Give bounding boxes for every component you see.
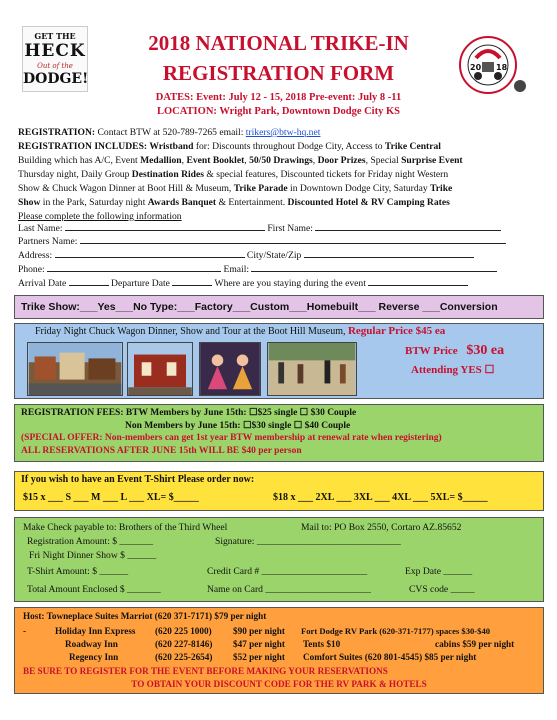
inc-text: Destination Rides [131,169,205,180]
payment-box [14,517,544,602]
comfort-suites: Comfort Suites (620 801-4545) $85 per night [303,652,477,662]
address-row [18,249,474,262]
hotel-name: Holiday Inn Express [55,626,136,636]
exp-date-field[interactable]: Exp Date ______ [405,566,473,577]
partners-name-field[interactable] [80,235,506,244]
inc-text: Medallion [140,155,182,166]
inc-text: Wristband [147,141,194,152]
staying-field[interactable] [368,277,468,286]
logo-line: HECK [24,41,86,61]
hotel-price: $90 per night [233,626,285,636]
btw-price-label: BTW Price [405,345,458,357]
name-on-card-field[interactable]: Name on Card ______________________ [207,584,371,595]
city-state-zip-label: City/State/Zip [246,250,302,261]
inc-text: Building which has A/C, Event [18,155,141,166]
phone-row [18,263,497,276]
inc-text: in the Park, Saturday night [40,197,148,208]
make-check-text: Make Check payable to: Brothers of the Third Wheel [23,522,228,533]
photo-gunfight-image [267,342,357,396]
hotel-price: $47 per night [233,639,285,649]
dinner-show-amount-field[interactable]: Fri Night Dinner Show $ ______ [29,550,157,561]
rv-cabins: cabins $59 per night [435,639,515,649]
hotel-phone: (620 225 1000) [155,626,212,636]
arrival-date-field[interactable] [69,277,109,286]
header [0,0,557,124]
staying-label: Where are you staying during the event [214,278,366,289]
inc-text: Awards Banquet [147,197,217,208]
contact-line [18,126,543,140]
inc-text: in Downtown Dodge City, Saturday [287,183,431,194]
arrival-date-label: Arrival Date [18,278,67,289]
inc-text: Trike Parade [233,183,288,194]
reservation-warning-2: TO OBTAIN YOUR DISCOUNT CODE FOR THE RV PARK & HOTELS [131,679,427,689]
tshirt-order-box [14,471,544,511]
dinner-title: Friday Night Chuck Wagon Dinner, Show and Tour at the Boot Hill Museum, [35,326,348,337]
inc-text: Event Booklet [186,155,245,166]
departure-date-label: Departure Date [111,278,170,289]
photo-show-dancers-image [199,342,261,396]
trike-show-options[interactable]: Trike Show:___Yes___No Type:___Factory___Custom___Homebuilt___ Reverse ___Conversion [21,301,498,313]
logo-year-right: 18 [496,63,508,72]
photo-front-street-image [27,342,123,396]
inc-text: , Special [365,155,402,166]
fees-nonmembers[interactable]: Non Members by June 15th: ☐$30 single ☐ $40 Couple [125,420,351,431]
tshirt-plus-sizes[interactable]: $18 x ___ 2XL ___ 3XL ___ 4XL ___ 5XL= $_____ [273,492,488,503]
dinner-title-row [35,325,445,339]
inc-text: , [244,155,250,166]
partners-name-label: Partners Name: [18,236,78,247]
hotel-name: Regency Inn [69,652,119,662]
host-hotel: Host: Towneplace Suites Marriot (620 371-7171) $79 per night [23,611,267,621]
event-dates: DATES: Event: July 12 - 15, 2018 Pre-event: July 8 -11 [155,92,402,103]
rv-park: Fort Dodge RV Park (620-371-7177) spaces $30-$40 [301,626,491,636]
email-link[interactable]: trikers@btw-hq.net [245,127,321,138]
inc-text: & Entertainment. [216,197,288,208]
inc-text: , [312,155,318,166]
credit-card-field[interactable]: Credit Card # ______________________ [207,566,368,577]
contact-text: Contact BTW at 520-789-7265 email: [95,127,246,138]
email-field[interactable] [251,263,497,272]
registration-info [18,126,543,224]
logo-line: GET THE [34,31,76,41]
title-line-2: REGISTRATION FORM [162,61,395,85]
last-name-field[interactable] [65,222,265,231]
first-name-field[interactable] [315,222,501,231]
inc-text: Surprise Event [401,155,463,166]
registration-fees-box [14,404,544,462]
hotel-phone: (620 227-8146) [155,639,213,649]
btw-price-value: $30 ea [466,343,505,358]
tshirt-heading: If you wish to have an Event T-Shirt Please order now: [21,474,255,485]
name-row [18,222,501,235]
cvs-code-field[interactable]: CVS code _____ [409,584,475,595]
partner-row [18,235,506,248]
inc-text: Discounted Hotel & RV Camping Rates [287,197,450,208]
inc-text: & special features, Discounted tickets for Friday night Western [204,169,449,180]
hotel-price: $52 per night [233,652,285,662]
hotels-box [14,607,544,694]
inc-text: Trike [430,183,453,194]
inc-text: 50/50 Drawings [249,155,313,166]
total-amount-field[interactable]: Total Amount Enclosed $ _______ [27,584,161,595]
departure-date-field[interactable] [172,277,212,286]
inc-text: Door Prizes [317,155,366,166]
dinner-regular-price: Regular Price $45 ea [347,325,446,337]
dates-row [18,277,468,290]
contact-label: REGISTRATION: [18,127,96,138]
last-name-label: Last Name: [18,223,63,234]
inc-text: Trike Central [384,141,441,152]
includes-paragraph [18,140,543,210]
address-label: Address: [18,250,53,261]
dinner-box [14,323,544,399]
logo-year-left: 20 [470,63,482,72]
complete-info-heading: Please complete the following information [18,211,182,222]
logo-line: Out of the [37,62,73,71]
mail-to-text: Mail to: PO Box 2550, Cortaro AZ.85652 [301,522,462,533]
inc-text: Show & Chuck Wagon Dinner at Boot Hill & Museum, [18,183,234,194]
reservation-warning-1: BE SURE TO REGISTER FOR THE EVENT BEFORE MAKING YOUR RESERVATIONS [23,666,388,676]
event-location: LOCATION: Wright Park, Downtown Dodge City KS [157,106,400,117]
tshirt-amount-field[interactable]: T-Shirt Amount: $ ______ [27,566,129,577]
inc-text: Thursday night, Daily Group [18,169,132,180]
logo-line: DODGE! [23,71,89,87]
photo-saloon-image [127,342,193,396]
hotel-name: Roadway Inn [65,639,118,649]
hotel-row-dash: - [23,626,27,636]
phone-label: Phone: [18,264,45,275]
fees-late-notice: ALL RESERVATIONS AFTER JUNE 15th WILL BE $40 per person [21,445,302,456]
signature-field[interactable]: Signature: ______________________________ [215,536,401,547]
btw-price-row [405,342,504,360]
inc-text: Show [18,197,41,208]
tshirt-standard-sizes[interactable]: $15 x ___ S ___ M ___ L ___ XL= $_____ [23,492,199,503]
fees-members[interactable]: REGISTRATION FEES: BTW Members by June 15th: ☐$25 single ☐ $30 Couple [21,408,357,418]
trike-show-box [14,295,544,319]
city-state-zip-field[interactable] [304,249,474,258]
inc-text: for: Discounts throughout Dodge City, Access to [193,141,385,152]
inc-text: , [181,155,187,166]
fees-special-offer: (SPECIAL OFFER: Non-members can get 1st year BTW membership at renewal rate when registering) [21,433,442,443]
address-field[interactable] [55,249,245,258]
attending-yes-checkbox[interactable]: Attending YES ☐ [411,364,495,376]
title-line-1: 2018 NATIONAL TRIKE-IN [148,31,409,55]
first-name-label: First Name: [267,223,313,234]
includes-label: REGISTRATION INCLUDES: [18,141,148,152]
registration-amount-field[interactable]: Registration Amount: $ _______ [27,536,154,547]
email-label: Email: [223,264,250,275]
phone-field[interactable] [47,263,221,272]
rv-tents: Tents $10 [303,639,341,649]
hotel-phone: (620 225-2654) [155,652,213,662]
